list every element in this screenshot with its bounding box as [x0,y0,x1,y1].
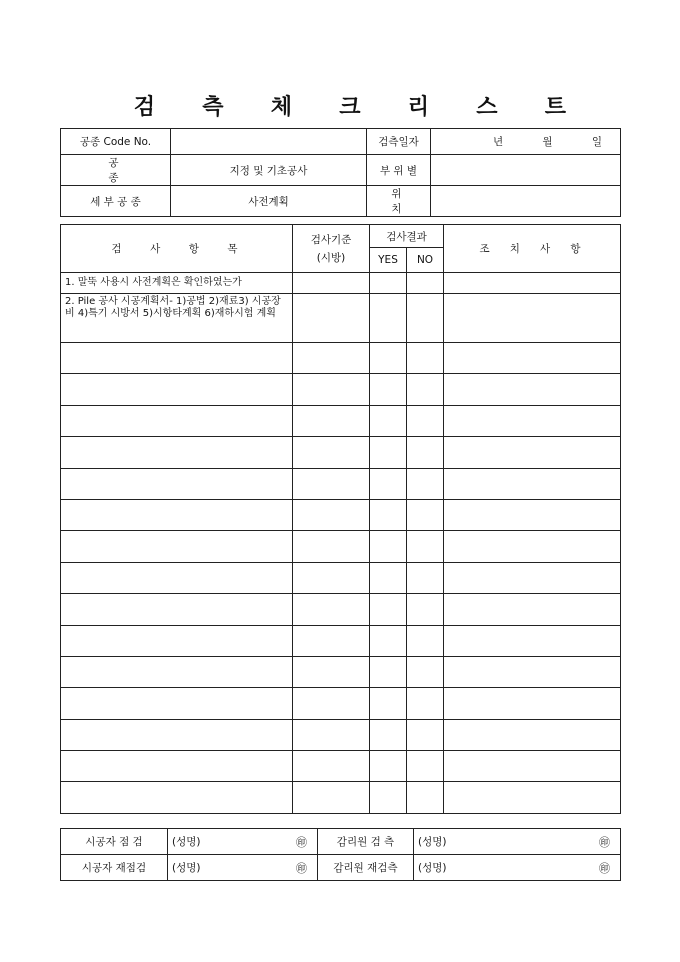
date-field[interactable] [431,129,621,155]
check-item-cell[interactable] [61,751,293,782]
action-cell[interactable] [444,343,621,374]
standard-cell[interactable] [293,562,370,593]
table-row [61,562,621,593]
col-header-item: 검 사 항 목 [61,225,293,273]
action-cell[interactable] [444,656,621,687]
loc-value-field[interactable] [431,186,621,217]
code-value-field[interactable] [171,129,367,155]
table-row [61,499,621,530]
check-item-cell[interactable] [61,562,293,593]
yes-cell[interactable] [370,374,407,405]
col-header-action: 조 치 사 항 [444,225,621,273]
no-cell[interactable] [407,625,444,656]
standard-cell[interactable] [293,499,370,530]
check-item-cell[interactable] [61,531,293,562]
action-cell[interactable] [444,688,621,719]
no-cell[interactable] [407,531,444,562]
code-label: 공종 Code No. [61,129,171,155]
col-header-standard-line1: 검사기준 [310,233,352,246]
yes-cell[interactable] [370,405,407,436]
yes-cell[interactable] [370,594,407,625]
no-cell[interactable] [407,688,444,719]
no-cell[interactable] [407,594,444,625]
seal-icon: ㊞ [514,855,621,881]
work-label: 공 종 [61,155,171,186]
date-month-label: 월 [542,136,553,148]
yes-cell[interactable] [370,688,407,719]
check-item-cell[interactable] [61,656,293,687]
check-item-cell[interactable] [61,719,293,750]
action-cell[interactable] [444,437,621,468]
standard-cell[interactable] [293,374,370,405]
standard-cell[interactable] [293,782,370,813]
action-cell[interactable] [444,374,621,405]
no-cell[interactable] [407,499,444,530]
no-cell[interactable] [407,343,444,374]
contractor-recheck-label: 시공자 재점검 [61,855,168,881]
check-item-text: 1. 말뚝 사용시 사전계획은 확인하였는가 [61,273,293,294]
date-day-label: 일 [591,136,602,148]
table-row [61,273,621,294]
standard-cell[interactable] [293,437,370,468]
table-row [61,751,621,782]
no-cell[interactable] [407,405,444,436]
yes-cell[interactable] [370,625,407,656]
standard-cell[interactable] [293,343,370,374]
standard-cell[interactable] [293,531,370,562]
loc-label: 위 치 [367,186,431,217]
no-cell[interactable] [407,437,444,468]
yes-cell[interactable] [370,437,407,468]
no-cell[interactable] [407,751,444,782]
action-cell[interactable] [444,531,621,562]
contractor-name-field[interactable]: (성명) [168,829,274,855]
page-title: 검 측 체 크 리 스 트 [133,94,586,120]
supervisor-recheck-label: 감리원 재검측 [318,855,414,881]
table-row [61,688,621,719]
detail-value: 사전계획 [171,186,367,217]
yes-cell[interactable] [370,294,407,343]
supervisor-recheck-name-field[interactable]: (성명) [414,855,514,881]
action-cell[interactable] [444,468,621,499]
standard-cell[interactable] [293,656,370,687]
col-header-standard-line2: (시방) [316,251,346,264]
check-item-text: 2. Pile 공사 시공계획서- 1)공법 2)재료3) 시공장비 4)특기 시방서 5)시항타계획 6)재하시험 계획 [61,294,293,343]
work-value: 지정 및 기초공사 [171,155,367,186]
standard-cell[interactable] [293,594,370,625]
table-row [61,294,621,343]
info-table [60,128,621,217]
standard-cell[interactable] [293,688,370,719]
supervisor-name-field[interactable]: (성명) [414,829,514,855]
seal-icon: ㊞ [274,829,318,855]
table-row [61,594,621,625]
check-item-cell[interactable] [61,782,293,813]
action-cell[interactable] [444,782,621,813]
signature-table [60,828,621,881]
no-cell[interactable] [407,656,444,687]
yes-cell[interactable] [370,719,407,750]
table-row [61,343,621,374]
action-cell[interactable] [444,719,621,750]
check-item-cell[interactable] [61,468,293,499]
part-label: 부 위 별 [367,155,431,186]
no-cell[interactable] [407,374,444,405]
check-item-cell[interactable] [61,437,293,468]
no-cell[interactable] [407,562,444,593]
action-cell[interactable] [444,594,621,625]
standard-cell[interactable] [293,625,370,656]
table-row [61,405,621,436]
yes-cell[interactable] [370,531,407,562]
table-row [61,656,621,687]
no-cell[interactable] [407,782,444,813]
check-item-cell[interactable] [61,343,293,374]
check-item-cell[interactable] [61,499,293,530]
col-header-yes: YES [370,248,407,273]
standard-cell[interactable] [293,751,370,782]
date-label: 검측일자 [367,129,431,155]
no-cell[interactable] [407,719,444,750]
yes-cell[interactable] [370,273,407,294]
standard-cell[interactable] [293,719,370,750]
standard-cell[interactable] [293,405,370,436]
date-year-label: 년 [493,136,504,148]
action-cell[interactable] [444,273,621,294]
check-item-cell[interactable] [61,625,293,656]
no-cell[interactable] [407,273,444,294]
seal-icon: ㊞ [274,855,318,881]
table-row [61,374,621,405]
action-cell[interactable] [444,562,621,593]
action-cell[interactable] [444,499,621,530]
seal-icon: ㊞ [514,829,621,855]
yes-cell[interactable] [370,499,407,530]
action-cell[interactable] [444,751,621,782]
yes-cell[interactable] [370,656,407,687]
col-header-result: 검사결과 [370,225,444,248]
yes-cell[interactable] [370,562,407,593]
yes-cell[interactable] [370,751,407,782]
table-row [61,719,621,750]
checklist-table [60,224,621,814]
action-cell[interactable] [444,294,621,343]
standard-cell[interactable] [293,294,370,343]
check-item-cell[interactable] [61,594,293,625]
check-item-cell[interactable] [61,374,293,405]
contractor-check-label: 시공자 점 검 [61,829,168,855]
part-value-field[interactable] [431,155,621,186]
standard-cell[interactable] [293,273,370,294]
table-row [61,625,621,656]
table-row [61,468,621,499]
standard-cell[interactable] [293,468,370,499]
yes-cell[interactable] [370,343,407,374]
yes-cell[interactable] [370,468,407,499]
yes-cell[interactable] [370,782,407,813]
no-cell[interactable] [407,294,444,343]
detail-label: 세 부 공 종 [61,186,171,217]
check-item-cell[interactable] [61,688,293,719]
table-row [61,437,621,468]
supervisor-check-label: 감리원 검 측 [318,829,414,855]
col-header-standard [293,225,370,273]
table-row [61,782,621,813]
action-cell[interactable] [444,625,621,656]
table-row [61,531,621,562]
no-cell[interactable] [407,468,444,499]
contractor-recheck-name-field[interactable]: (성명) [168,855,274,881]
check-item-cell[interactable] [61,405,293,436]
action-cell[interactable] [444,405,621,436]
col-header-no: NO [407,248,444,273]
